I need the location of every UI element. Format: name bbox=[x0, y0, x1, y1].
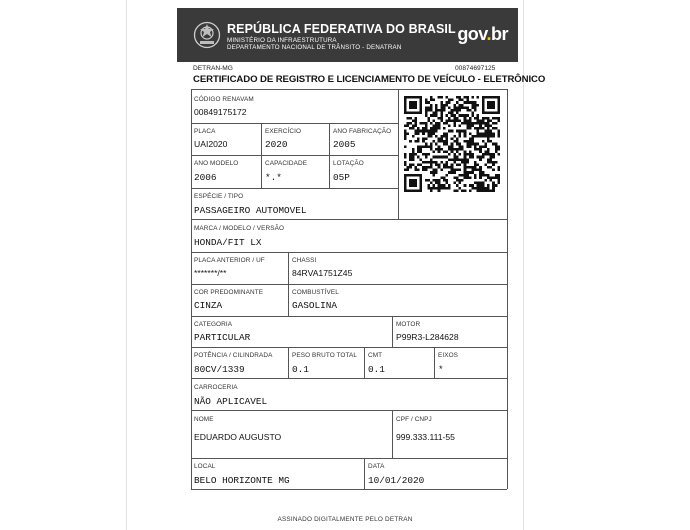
lotacao-label: LOTAÇÃO bbox=[333, 160, 364, 167]
divider bbox=[191, 410, 507, 411]
potencia-value: 80CV/1339 bbox=[194, 364, 245, 375]
gov-br-logo: gov.br bbox=[457, 24, 508, 44]
cmt-value: 0.1 bbox=[368, 364, 385, 375]
divider bbox=[191, 123, 398, 124]
divider-vertical bbox=[288, 252, 289, 316]
carroceria-label: CARROCERIA bbox=[194, 384, 238, 391]
placa-anterior-value: *******/** bbox=[194, 268, 227, 278]
divider bbox=[191, 347, 507, 348]
divider bbox=[191, 284, 507, 285]
ano-modelo-value: 2006 bbox=[194, 172, 217, 183]
divider bbox=[191, 219, 507, 220]
divider bbox=[191, 316, 507, 317]
exercicio-label: EXERCÍCIO bbox=[265, 128, 302, 135]
capacidade-label: CAPACIDADE bbox=[265, 160, 308, 167]
divider bbox=[191, 188, 398, 189]
placa-anterior-label: PLACA ANTERIOR / UF bbox=[194, 257, 265, 264]
especie-tipo-label: ESPÉCIE / TIPO bbox=[194, 193, 244, 200]
divider bbox=[191, 155, 398, 156]
nome-label: NOME bbox=[194, 416, 214, 423]
marca-modelo-value: HONDA/FIT LX bbox=[194, 237, 262, 248]
potencia-label: POTÊNCIA / CILINDRADA bbox=[194, 352, 273, 359]
renavam-label: CÓDIGO RENAVAM bbox=[194, 96, 254, 103]
divider bbox=[191, 89, 507, 90]
divider-vertical bbox=[434, 347, 435, 378]
combustivel-value: GASOLINA bbox=[292, 300, 338, 311]
border-left bbox=[191, 89, 192, 489]
ministry-name: MINISTÉRIO DA INFRAESTRUTURA bbox=[227, 37, 337, 44]
qr-finder-pattern bbox=[405, 175, 421, 191]
placa-value: UAI2020 bbox=[194, 139, 228, 149]
eixos-label: EIXOS bbox=[438, 352, 459, 359]
cmt-label: CMT bbox=[368, 352, 383, 359]
renavam-value: 00849175172 bbox=[194, 107, 247, 117]
chassi-label: CHASSI bbox=[292, 257, 317, 264]
divider-vertical bbox=[364, 347, 365, 378]
combustivel-label: COMBUSTÍVEL bbox=[292, 289, 339, 296]
qr-finder-pattern bbox=[405, 97, 421, 113]
motor-value: P99R3-L284628 bbox=[396, 332, 459, 342]
divider bbox=[191, 489, 507, 490]
divider-vertical bbox=[329, 123, 330, 188]
banner-title: REPÚBLICA FEDERATIVA DO BRASIL bbox=[227, 22, 456, 36]
eixos-value: * bbox=[438, 364, 444, 375]
br-logo-text: br bbox=[491, 24, 508, 44]
peso-bruto-label: PESO BRUTO TOTAL bbox=[292, 352, 358, 359]
qr-code bbox=[404, 96, 500, 192]
motor-label: MOTOR bbox=[396, 321, 421, 328]
cor-value: CINZA bbox=[194, 300, 223, 311]
data-label: DATA bbox=[368, 463, 385, 470]
lotacao-value: 05P bbox=[333, 172, 350, 183]
categoria-value: PARTICULAR bbox=[194, 332, 251, 343]
carroceria-value: NÃO APLICAVEL bbox=[194, 396, 268, 407]
data-value: 10/01/2020 bbox=[368, 475, 425, 486]
issuer: DETRAN-MG bbox=[193, 65, 233, 72]
digital-signature-note: ASSINADO DIGITALMENTE PELO DETRAN bbox=[277, 516, 413, 523]
coat-of-arms-icon bbox=[193, 21, 221, 49]
placa-label: PLACA bbox=[194, 128, 216, 135]
divider-vertical bbox=[392, 316, 393, 347]
cpf-cnpj-label: CPF / CNPJ bbox=[396, 416, 432, 423]
ano-modelo-label: ANO MODELO bbox=[194, 160, 239, 167]
exercicio-value: 2020 bbox=[265, 139, 288, 150]
divider bbox=[191, 378, 507, 379]
peso-bruto-value: 0.1 bbox=[292, 364, 309, 375]
document-number: 00874697125 bbox=[455, 65, 496, 72]
department-name: DEPARTAMENTO NACIONAL DE TRÂNSITO - DENATRAN bbox=[227, 44, 402, 51]
divider-vertical bbox=[364, 458, 365, 489]
gov-logo-text: gov bbox=[457, 24, 487, 44]
local-value: BELO HORIZONTE MG bbox=[194, 475, 290, 486]
cor-label: COR PREDOMINANTE bbox=[194, 289, 264, 296]
divider-vertical bbox=[392, 410, 393, 458]
nome-value: EDUARDO AUGUSTO bbox=[194, 432, 282, 442]
divider-vertical bbox=[261, 123, 262, 188]
marca-modelo-label: MARCA / MODELO / VERSÃO bbox=[194, 225, 285, 232]
especie-tipo-value: PASSAGEIRO AUTOMOVEL bbox=[194, 205, 307, 216]
government-banner bbox=[177, 8, 518, 62]
local-label: LOCAL bbox=[194, 463, 216, 470]
qr-finder-pattern bbox=[483, 97, 499, 113]
divider bbox=[191, 458, 507, 459]
border-right bbox=[507, 89, 508, 489]
capacidade-value: *.* bbox=[265, 172, 282, 183]
cpf-cnpj-value: 999.333.111-55 bbox=[396, 432, 455, 442]
chassi-value: 84RVA1751Z45 bbox=[292, 268, 353, 278]
document-title: CERTIFICADO DE REGISTRO E LICENCIAMENTO DE VEÍCULO - ELETRÔNICO bbox=[193, 74, 546, 85]
divider bbox=[191, 252, 507, 253]
categoria-label: CATEGORIA bbox=[194, 321, 233, 328]
divider-vertical bbox=[288, 347, 289, 378]
ano-fabricacao-label: ANO FABRICAÇÃO bbox=[333, 128, 392, 135]
ano-fabricacao-value: 2005 bbox=[333, 139, 356, 150]
qr-separator bbox=[398, 89, 399, 219]
